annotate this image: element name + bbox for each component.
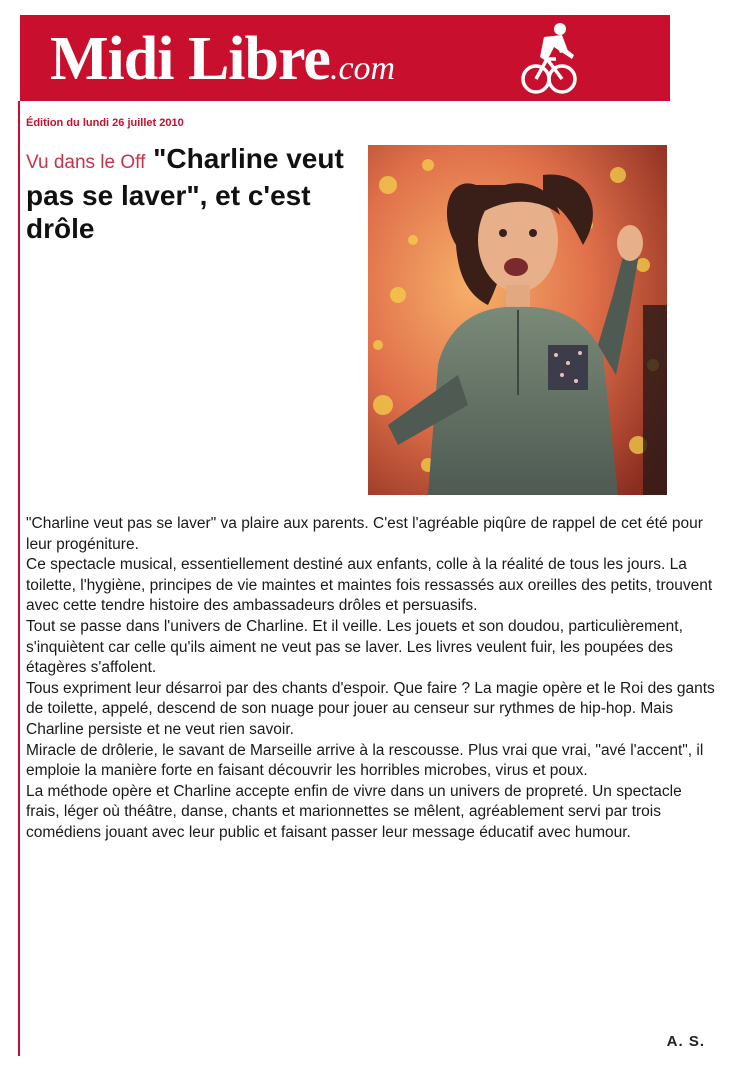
left-margin-rule [18, 101, 20, 1056]
headline-title: "Charline veut pas se laver", et c'est drôle [26, 143, 344, 244]
article-paragraph: La méthode opère et Charline accepte enfin de vivre dans un univers de propreté. Un spectacle frais, léger où théâtre, danse, chants et marionnettes se mêlent, agréablement servi par trois comédiens jouant avec leur public et faisant passer leur message éducatif avec humour. [26, 782, 682, 841]
masthead-suffix: .com [329, 50, 396, 87]
section-kicker: Vu dans le Off [26, 152, 146, 173]
headline [26, 142, 370, 245]
cyclist-logo-icon [518, 19, 578, 99]
masthead-brand: Midi Libre [50, 25, 330, 93]
byline: A. S. [666, 1033, 705, 1050]
masthead[interactable] [20, 15, 670, 101]
masthead-logo [50, 21, 395, 101]
article-body [26, 514, 716, 844]
article-paragraph: Tous expriment leur désarroi par des chants d'espoir. Que faire ? La magie opère et le Roi des gants de toilette, appelé, descend de son nuage pour jouer au censeur sur rythmes de hip-hop. Mais Charline persiste et ne veut rien savoir. [26, 679, 715, 738]
article-paragraph: Ce spectacle musical, essentiellement destiné aux enfants, colle à la réalité de tous les jours. La toilette, l'hygiène, principes de vie maintes et maintes fois ressassés aux oreilles des petits, trouvent avec cette tendre histoire des ambassadeurs drôles et persuasifs. [26, 556, 713, 615]
article-photo [368, 145, 667, 495]
article-paragraph: "Charline veut pas se laver" va plaire aux parents. C'est l'agréable piqûre de rappel de cet été pour leur progéniture. [26, 515, 703, 553]
article-paragraph: Miracle de drôlerie, le savant de Marseille arrive à la rescousse. Plus vrai que vrai, "avé l'accent", il emploie la manière forte en faisant découvrir les horribles microbes, virus et poux. [26, 741, 704, 780]
article-paragraph: Tout se passe dans l'univers de Charline. Et il veille. Les jouets et son doudou, particulièrement, s'inquiètent car celle qu'ils aiment ne veut pas se laver. Les livres veulent fuir, les poupées des étagères s'affolent. [26, 617, 683, 677]
edition-date: Édition du lundi 26 juillet 2010 [26, 117, 184, 129]
